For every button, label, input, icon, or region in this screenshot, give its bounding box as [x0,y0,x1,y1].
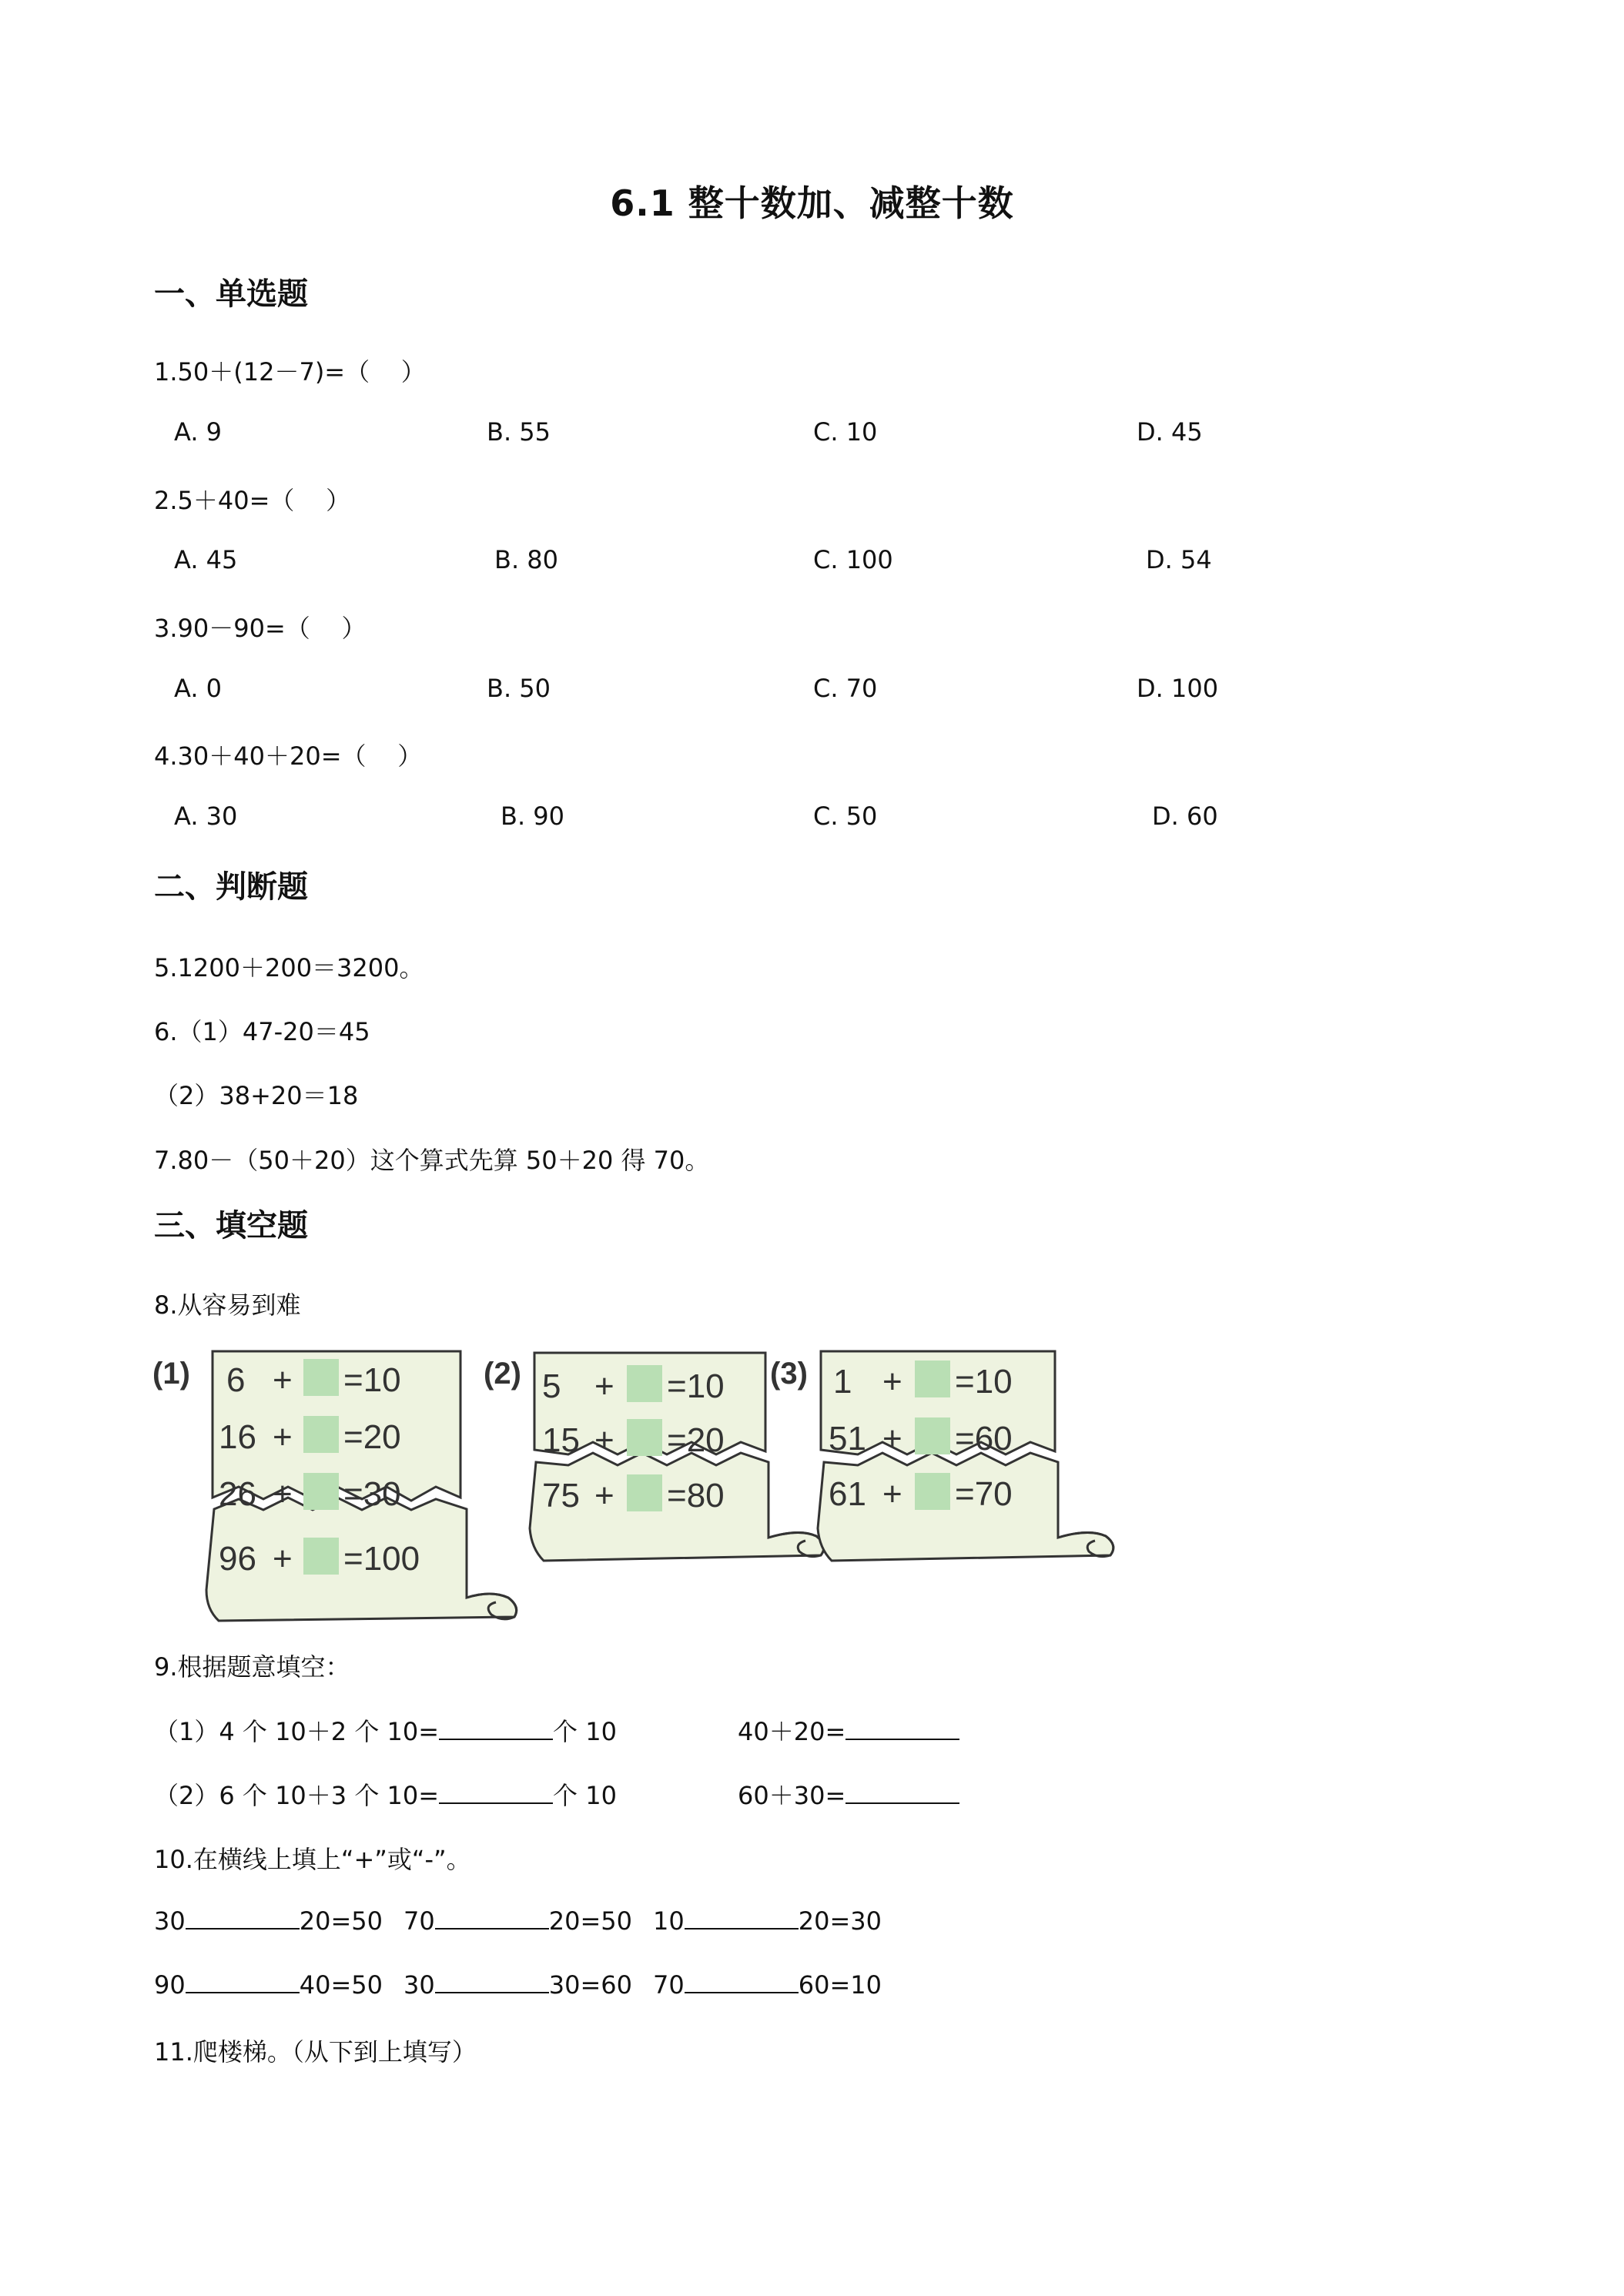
q10-item-4-blank[interactable] [186,1969,300,1993]
question-4: 4.30＋40＋20=（ ） [154,741,423,771]
page-title: 6.1 整十数加、减整十数 [610,182,1014,224]
q10-item-3 [653,1905,882,1936]
q10-item-5-blank[interactable] [435,1969,549,1993]
scroll-3-result-1: =10 [955,1363,1013,1401]
q9-row-2-unit: 个 10 [553,1781,617,1810]
q10-item-3-blank[interactable] [685,1905,799,1930]
q9-row-1-right [738,1712,959,1748]
section-heading-true-false: 二、判断题 [154,869,308,905]
q3-option-a: A. 0 [174,674,223,703]
question-7: 7.80－（50＋20）这个算式先算 50＋20 得 70。 [154,1146,710,1175]
scroll-2-plus-1: + [594,1367,614,1405]
scroll-2-addend-2: 15 [542,1421,580,1459]
scroll-3-boxes [915,1361,950,1510]
scroll-1-result-2: =20 [343,1418,401,1456]
q4-option-d: D. 60 [1152,802,1218,831]
question-6-part-2: （2）38+20＝18 [154,1081,359,1110]
scroll-2-addend-3: 75 [542,1477,580,1514]
scroll-1-result-1: =10 [343,1361,401,1399]
scroll-2-boxes [627,1365,662,1511]
scroll-1-plus-3: + [273,1475,293,1513]
q10-item-6-right: 60=10 [798,1970,882,2000]
scroll-3-result-3: =70 [955,1475,1013,1513]
question-10: 10.在横线上填上“+”或“-”。 [154,1845,471,1874]
scroll-1-addend-4: 96 [219,1540,256,1578]
q9-row-1-unit: 个 10 [553,1717,617,1746]
scroll-2-addend-1: 5 [542,1367,561,1405]
q9-row-1-blank-2[interactable] [845,1715,959,1740]
scroll-addition-figure [152,1336,1115,1625]
q9-row-2-blank-1[interactable] [439,1779,553,1804]
q9-row-2-expression: 60＋30= [738,1781,846,1810]
scroll-label-1: (1) [152,1357,190,1391]
scroll-1-addend-3: 26 [219,1475,256,1513]
scroll-3-plus-3: + [882,1475,902,1513]
q10-item-3-left: 10 [653,1906,685,1936]
q1-option-c: C. 10 [813,417,878,447]
question-8: 8.从容易到难 [154,1290,301,1320]
q10-item-1-right: 20=50 [299,1906,383,1936]
scroll-3-plus-1: + [882,1363,902,1401]
question-3: 3.90－90=（ ） [154,614,367,643]
question-5: 5.1200＋200＝3200。 [154,953,424,982]
q9-row-2 [154,1776,617,1812]
q10-item-6-left: 70 [653,1970,685,2000]
section-heading-single-choice: 一、单选题 [154,276,308,312]
scroll-3-result-2: =60 [955,1420,1013,1458]
q3-option-c: C. 70 [813,674,878,703]
q1-option-a: A. 9 [174,417,223,447]
q10-item-4-right: 40=50 [299,1970,383,2000]
q10-item-2-right: 20=50 [548,1906,632,1936]
q10-item-1 [154,1905,383,1936]
q9-row-1-text: （1）4 个 10＋2 个 10= [154,1717,440,1746]
scroll-1-result-4: =100 [343,1540,420,1578]
q2-option-a: A. 45 [174,545,238,574]
q9-row-1-blank-1[interactable] [439,1715,553,1740]
q9-row-2-text: （2）6 个 10＋3 个 10= [154,1781,440,1810]
q2-option-c: C. 100 [813,545,893,574]
q2-option-b: B. 80 [494,545,559,574]
scroll-3-addend-3: 61 [829,1475,866,1513]
scroll-1-addend-1: 6 [226,1361,246,1399]
scroll-label-3: (3) [770,1357,808,1391]
scroll-1-plus-2: + [273,1418,293,1456]
q4-option-c: C. 50 [813,802,878,831]
q10-item-4-left: 90 [154,1970,186,2000]
question-9: 9.根据题意填空： [154,1652,350,1682]
q1-option-b: B. 55 [487,417,551,447]
q10-item-5-left: 30 [403,1970,435,2000]
scroll-2-plus-3: + [594,1477,614,1514]
q10-item-5 [403,1969,632,2000]
q9-row-2-blank-2[interactable] [845,1779,959,1804]
scroll-2-result-1: =10 [667,1367,725,1405]
q10-item-2-blank[interactable] [435,1905,549,1930]
section-heading-fill-blank: 三、填空题 [154,1208,308,1243]
q4-option-a: A. 30 [174,802,238,831]
scroll-3-addend-1: 1 [833,1363,852,1401]
scroll-2-result-3: =80 [667,1477,725,1514]
scroll-3-addend-2: 51 [829,1420,866,1458]
question-2: 2.5＋40=（ ） [154,486,351,515]
scroll-1-addend-2: 16 [219,1418,256,1456]
q10-item-5-right: 30=60 [548,1970,632,2000]
q2-option-d: D. 54 [1146,545,1212,574]
q10-item-2 [403,1905,632,1936]
q9-row-2-right [738,1776,959,1812]
scroll-1-plus-4: + [273,1540,293,1578]
question-1: 1.50＋(12－7)=（ ） [154,357,426,387]
scroll-3-plus-2: + [882,1420,902,1458]
q10-item-1-left: 30 [154,1906,186,1936]
q10-item-6 [653,1969,882,2000]
scroll-1-plus-1: + [273,1361,293,1399]
q10-item-4 [154,1969,383,2000]
q10-item-2-left: 70 [403,1906,435,1936]
scroll-1-result-3: =30 [343,1475,401,1513]
scroll-2-result-2: =20 [667,1421,725,1459]
question-11: 11.爬楼梯。（从下到上填写） [154,2037,477,2067]
q10-item-3-right: 20=30 [798,1906,882,1936]
scroll-label-2: (2) [484,1357,521,1391]
q1-option-d: D. 45 [1137,417,1203,447]
q9-row-1-expression: 40＋20= [738,1717,846,1746]
q4-option-b: B. 90 [501,802,565,831]
q10-item-1-blank[interactable] [186,1905,300,1930]
scroll-2-plus-2: + [594,1421,614,1459]
q3-option-d: D. 100 [1137,674,1219,703]
q3-option-b: B. 50 [487,674,551,703]
q10-item-6-blank[interactable] [685,1969,799,1993]
q9-row-1 [154,1712,617,1748]
question-6-part-1: 6.（1）47-20＝45 [154,1017,370,1046]
